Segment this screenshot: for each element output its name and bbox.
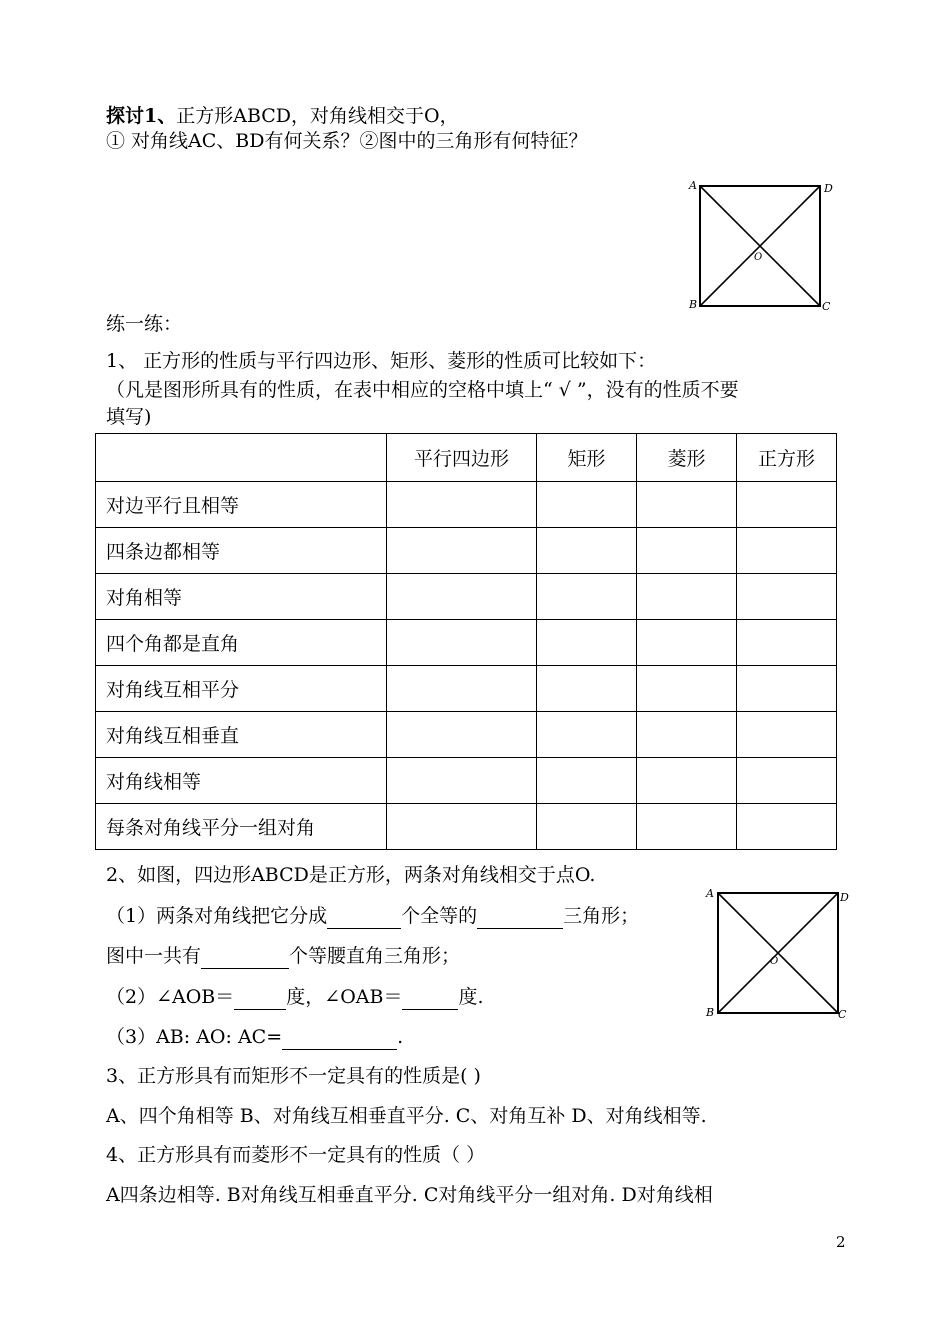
center-label-o: O [770,956,779,967]
answer-cell[interactable] [387,482,537,528]
table-row [96,712,837,758]
table-header-cell [96,434,387,482]
square-figure-1 [684,176,844,316]
answer-cell[interactable] [637,574,737,620]
q2-intro: 2、如图，四边形ABCD是正方形，两条对角线相交于点O. [106,864,596,886]
vertex-label-c: C [822,300,831,313]
answer-cell[interactable] [737,528,837,574]
q2-part2-text-a: （2）∠AOB＝ [106,986,235,1008]
answer-cell[interactable] [537,712,637,758]
square-figure-2 [702,884,862,1024]
discussion-heading: 探讨1、 [106,105,177,127]
answer-cell[interactable] [637,528,737,574]
answer-blank[interactable] [477,908,563,929]
q2-part3-text-a: （3）AB: AO: AC= [106,1026,283,1048]
property-name: 每条对角线平分一组对角 [96,804,387,850]
answer-cell[interactable] [637,712,737,758]
table-header-cell: 正方形 [737,434,837,482]
q2-part1-text-b: 个全等的 [401,905,478,927]
answer-cell[interactable] [537,620,637,666]
answer-cell[interactable] [537,804,637,850]
property-name: 四条边都相等 [96,528,387,574]
answer-cell[interactable] [637,804,737,850]
vertex-label-a: A [706,887,714,900]
q2-part1-text-a: （1）两条对角线把它分成 [106,905,328,927]
table-header-cell: 平行四边形 [387,434,537,482]
answer-cell[interactable] [387,620,537,666]
table-header-cell: 矩形 [537,434,637,482]
answer-blank[interactable] [282,1029,397,1050]
table-row [96,620,837,666]
vertex-label-b: B [706,1006,715,1019]
q1-note-line2: 填写) [106,406,152,428]
answer-cell[interactable] [537,574,637,620]
q2-part2-text-b: 度，∠OAB＝ [286,986,403,1008]
answer-cell[interactable] [737,666,837,712]
page-number: 2 [836,1233,846,1251]
answer-cell[interactable] [387,712,537,758]
answer-cell[interactable] [537,666,637,712]
answer-cell[interactable] [637,482,737,528]
answer-cell[interactable] [737,574,837,620]
discussion-question: ① 对角线AC、BD有何关系？②图中的三角形有何特征？ [106,130,588,152]
answer-cell[interactable] [737,758,837,804]
table-header-row [96,434,837,482]
table-row [96,666,837,712]
answer-cell[interactable] [537,758,637,804]
q2-part1-line1 [106,903,639,929]
answer-cell[interactable] [637,666,737,712]
property-name: 对角线互相平分 [96,666,387,712]
answer-cell[interactable] [537,482,637,528]
discussion-text: 正方形ABCD，对角线相交于O， [176,105,459,127]
q4-options: A四条边相等. B对角线互相垂直平分. C对角线平分一组对角. D对角线相 [106,1184,713,1206]
table-header-cell: 菱形 [637,434,737,482]
answer-cell[interactable] [537,528,637,574]
answer-cell[interactable] [387,804,537,850]
property-name: 对角线相等 [96,758,387,804]
answer-cell[interactable] [387,666,537,712]
answer-blank[interactable] [402,989,458,1010]
table-row [96,804,837,850]
vertex-label-d: D [824,182,833,195]
answer-cell[interactable] [387,574,537,620]
q2-part3 [106,1024,403,1050]
q2-part3-text-b: . [397,1026,404,1048]
q2-part2 [106,984,484,1010]
vertex-label-c: C [838,1008,847,1021]
q1-note-line1: （凡是图形所具有的性质，在表中相应的空格中填上“ √ ”，没有的性质不要 [106,379,739,401]
property-name: 对边平行且相等 [96,482,387,528]
vertex-label-d: D [840,891,849,904]
property-name: 对角线互相垂直 [96,712,387,758]
q2-part1-text-e: 个等腰直角三角形； [289,945,461,967]
answer-cell[interactable] [737,620,837,666]
answer-cell[interactable] [637,620,737,666]
answer-cell[interactable] [387,758,537,804]
discussion-line [106,103,459,129]
table-row [96,574,837,620]
table-row [96,758,837,804]
q3-options: A、四个角相等 B、对角线互相垂直平分. C、对角互补 D、对角线相等. [106,1105,707,1127]
answer-blank[interactable] [201,948,289,969]
vertex-label-b: B [689,298,698,311]
answer-cell[interactable] [737,712,837,758]
answer-cell[interactable] [637,758,737,804]
q2-part1-line2 [106,943,460,969]
property-table [95,433,837,850]
property-name: 对角相等 [96,574,387,620]
q3-text: 3、正方形具有而矩形不一定具有的性质是( ) [106,1065,481,1087]
property-name: 四个角都是直角 [96,620,387,666]
answer-cell[interactable] [737,804,837,850]
table-row [96,482,837,528]
q2-part1-text-d: 图中一共有 [106,945,202,967]
q4-text: 4、正方形具有而菱形不一定具有的性质（ ） [106,1144,486,1166]
answer-blank[interactable] [327,908,401,929]
q2-part1-text-c: 三角形； [563,905,640,927]
table-row [96,528,837,574]
q2-part2-text-c: 度. [458,986,484,1008]
practice-title: 练一练： [106,313,183,335]
q1-text: 1、 正方形的性质与平行四边形、矩形、菱形的性质可比较如下： [106,350,657,372]
vertex-label-a: A [689,179,697,192]
center-label-o: O [754,252,763,263]
answer-cell[interactable] [387,528,537,574]
answer-blank[interactable] [234,989,286,1010]
answer-cell[interactable] [737,482,837,528]
